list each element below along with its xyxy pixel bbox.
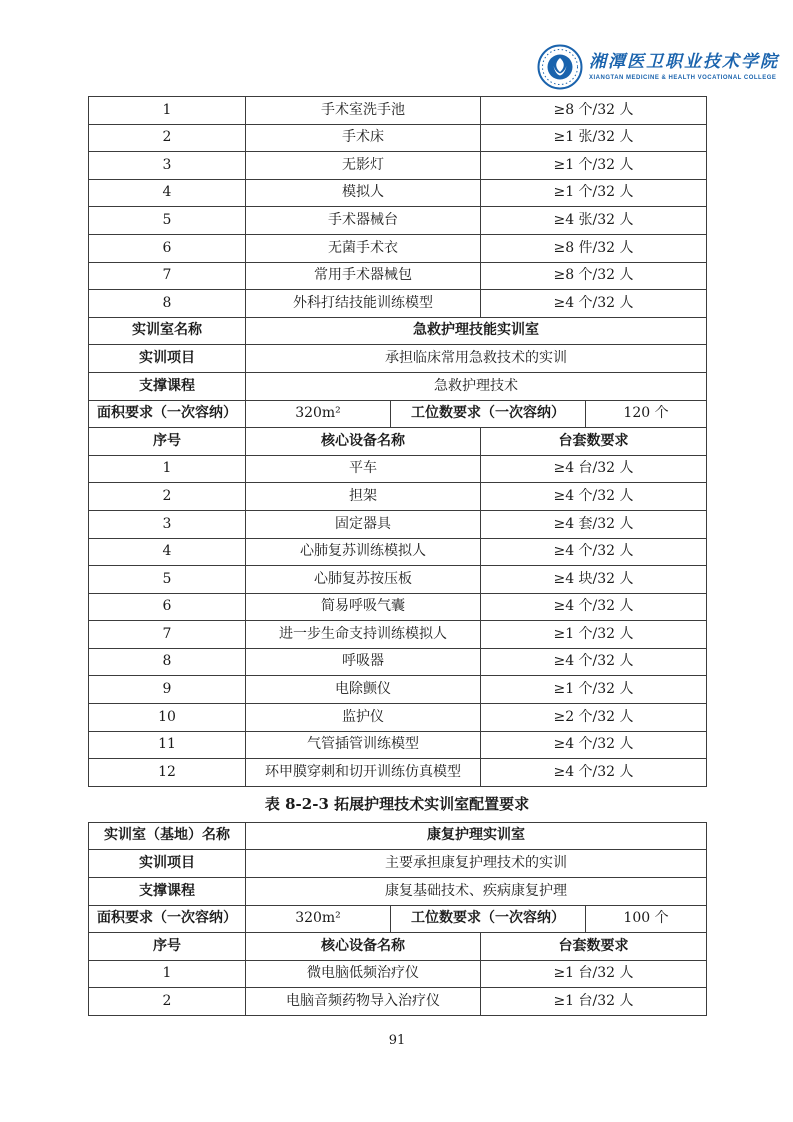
- table-cell: 工位数要求（一次容纳）: [391, 400, 586, 428]
- table-cell: 康复基础技术、疾病康复护理: [246, 878, 707, 906]
- table-cell: ≥4 个/32 人: [481, 290, 707, 318]
- table-cell: 8: [89, 290, 246, 318]
- table-cell: 进一步生命支持训练模拟人: [246, 621, 481, 649]
- table-cell: 呼吸器: [246, 648, 481, 676]
- table-cell: 7: [89, 262, 246, 290]
- table-cell: 8: [89, 648, 246, 676]
- table-row: [89, 850, 707, 878]
- table-cell: 台套数要求: [481, 933, 707, 961]
- table-cell: 电脑音频药物导入治疗仪: [246, 988, 481, 1016]
- table-cell: 微电脑低频治疗仪: [246, 960, 481, 988]
- table-cell: 6: [89, 593, 246, 621]
- table-cell: 急救护理技术: [246, 372, 707, 400]
- table-row: [89, 207, 707, 235]
- table-cell: 主要承担康复护理技术的实训: [246, 850, 707, 878]
- table-row: [89, 988, 707, 1016]
- page-content: [88, 96, 706, 1049]
- table-cell: 4: [89, 538, 246, 566]
- table-cell: 心肺复苏按压板: [246, 566, 481, 594]
- table-cell: ≥4 个/32 人: [481, 538, 707, 566]
- table-cell: 1: [89, 97, 246, 125]
- table-row: [89, 262, 707, 290]
- table-cell: ≥4 张/32 人: [481, 207, 707, 235]
- table-cell: 固定器具: [246, 510, 481, 538]
- table-cell: 手术室洗手池: [246, 97, 481, 125]
- table-cell: ≥4 个/32 人: [481, 483, 707, 511]
- table-header-row: [89, 428, 707, 456]
- table-cell: 320m²: [246, 400, 391, 428]
- table-cell: 核心设备名称: [246, 933, 481, 961]
- table-cell: 工位数要求（一次容纳）: [391, 905, 586, 933]
- training-room-table-emergency: [88, 96, 707, 787]
- table-cell: 1: [89, 455, 246, 483]
- table-row: [89, 124, 707, 152]
- table-cell: 心肺复苏训练模拟人: [246, 538, 481, 566]
- table-row: [89, 648, 707, 676]
- table-row: [89, 179, 707, 207]
- table-row: [89, 290, 707, 318]
- table-row: [89, 400, 707, 428]
- table-row: [89, 566, 707, 594]
- training-room-table-rehab: [88, 822, 707, 1016]
- table-row: [89, 621, 707, 649]
- table-cell: 实训室（基地）名称: [89, 822, 246, 850]
- table-row: [89, 960, 707, 988]
- page-number: 91: [388, 1033, 406, 1048]
- table-cell: 实训项目: [89, 850, 246, 878]
- table-cell: 核心设备名称: [246, 428, 481, 456]
- table-cell: ≥4 块/32 人: [481, 566, 707, 594]
- college-logo: [537, 44, 779, 90]
- table-row: [89, 234, 707, 262]
- table-row: [89, 676, 707, 704]
- table-cell: 支撑课程: [89, 372, 246, 400]
- table-cell: 320m²: [246, 905, 391, 933]
- table-cell: ≥1 台/32 人: [481, 988, 707, 1016]
- table-cell: 3: [89, 152, 246, 180]
- table-cell: ≥4 个/32 人: [481, 759, 707, 787]
- table-cell: 无菌手术衣: [246, 234, 481, 262]
- table-cell: 面积要求（一次容纳）: [89, 905, 246, 933]
- table-cell: ≥8 个/32 人: [481, 97, 707, 125]
- table-cell: 实训室名称: [89, 317, 246, 345]
- table-cell: 10: [89, 704, 246, 732]
- table-cell: 平车: [246, 455, 481, 483]
- table-cell: 常用手术器械包: [246, 262, 481, 290]
- table-cell: 100 个: [586, 905, 707, 933]
- table-cell: 外科打结技能训练模型: [246, 290, 481, 318]
- table-cell: 支撑课程: [89, 878, 246, 906]
- table-cell: 3: [89, 510, 246, 538]
- table-row: [89, 372, 707, 400]
- table-row: [89, 97, 707, 125]
- table-header-row: [89, 933, 707, 961]
- table-cell: 模拟人: [246, 179, 481, 207]
- table-cell: ≥8 个/32 人: [481, 262, 707, 290]
- table-cell: 6: [89, 234, 246, 262]
- table-cell: 康复护理实训室: [246, 822, 707, 850]
- table-cell: 2: [89, 988, 246, 1016]
- table-cell: 120 个: [586, 400, 707, 428]
- table-row: [89, 759, 707, 787]
- table-cell: 1: [89, 960, 246, 988]
- table-cell: 序号: [89, 428, 246, 456]
- table-cell: 台套数要求: [481, 428, 707, 456]
- table-row: [89, 878, 707, 906]
- table-cell: 手术器械台: [246, 207, 481, 235]
- table-row: [89, 510, 707, 538]
- table-cell: ≥4 台/32 人: [481, 455, 707, 483]
- table-row: [89, 455, 707, 483]
- table-cell: 气管插管训练模型: [246, 731, 481, 759]
- table-cell: 实训项目: [89, 345, 246, 373]
- table-cell: 环甲膜穿刺和切开训练仿真模型: [246, 759, 481, 787]
- table-cell: 无影灯: [246, 152, 481, 180]
- table-cell: 简易呼吸气囊: [246, 593, 481, 621]
- table-cell: ≥1 台/32 人: [481, 960, 707, 988]
- college-emblem-icon: [537, 44, 583, 90]
- table-cell: ≥1 个/32 人: [481, 676, 707, 704]
- table-cell: 11: [89, 731, 246, 759]
- table-row: [89, 822, 707, 850]
- table-row: [89, 483, 707, 511]
- table-cell: 2: [89, 124, 246, 152]
- table-cell: 7: [89, 621, 246, 649]
- table-cell: ≥4 个/32 人: [481, 593, 707, 621]
- table-cell: 手术床: [246, 124, 481, 152]
- table-cell: ≥4 套/32 人: [481, 510, 707, 538]
- table-cell: ≥1 个/32 人: [481, 621, 707, 649]
- table-cell: 电除颤仪: [246, 676, 481, 704]
- table-cell: ≥1 个/32 人: [481, 179, 707, 207]
- table-cell: 序号: [89, 933, 246, 961]
- table-cell: ≥1 张/32 人: [481, 124, 707, 152]
- college-name-block: [589, 52, 779, 82]
- table-cell: ≥4 个/32 人: [481, 648, 707, 676]
- table-cell: 2: [89, 483, 246, 511]
- table-row: [89, 905, 707, 933]
- college-name-en: XIANGTAN MEDICINE & HEALTH VOCATIONAL COLLEGE: [589, 75, 777, 81]
- table-row: [89, 345, 707, 373]
- table-cell: 承担临床常用急救技术的实训: [246, 345, 707, 373]
- table-row: [89, 704, 707, 732]
- table-cell: 面积要求（一次容纳）: [89, 400, 246, 428]
- table-row: [89, 317, 707, 345]
- table-row: [89, 593, 707, 621]
- table-cell: ≥2 个/32 人: [481, 704, 707, 732]
- table-cell: ≥4 个/32 人: [481, 731, 707, 759]
- table-cell: 5: [89, 566, 246, 594]
- table-cell: ≥8 件/32 人: [481, 234, 707, 262]
- college-name-zh: 湘潭医卫职业技术学院: [589, 52, 779, 72]
- table-cell: 12: [89, 759, 246, 787]
- table-row: [89, 538, 707, 566]
- table-cell: 4: [89, 179, 246, 207]
- table-cell: 5: [89, 207, 246, 235]
- table-cell: 9: [89, 676, 246, 704]
- table-row: [89, 152, 707, 180]
- table-cell: 监护仪: [246, 704, 481, 732]
- table-row: [89, 731, 707, 759]
- table-cell: 担架: [246, 483, 481, 511]
- table-cell: 急救护理技能实训室: [246, 317, 707, 345]
- table-cell: ≥1 个/32 人: [481, 152, 707, 180]
- table-caption: 表 8-2-3 拓展护理技术实训室配置要求: [264, 794, 530, 813]
